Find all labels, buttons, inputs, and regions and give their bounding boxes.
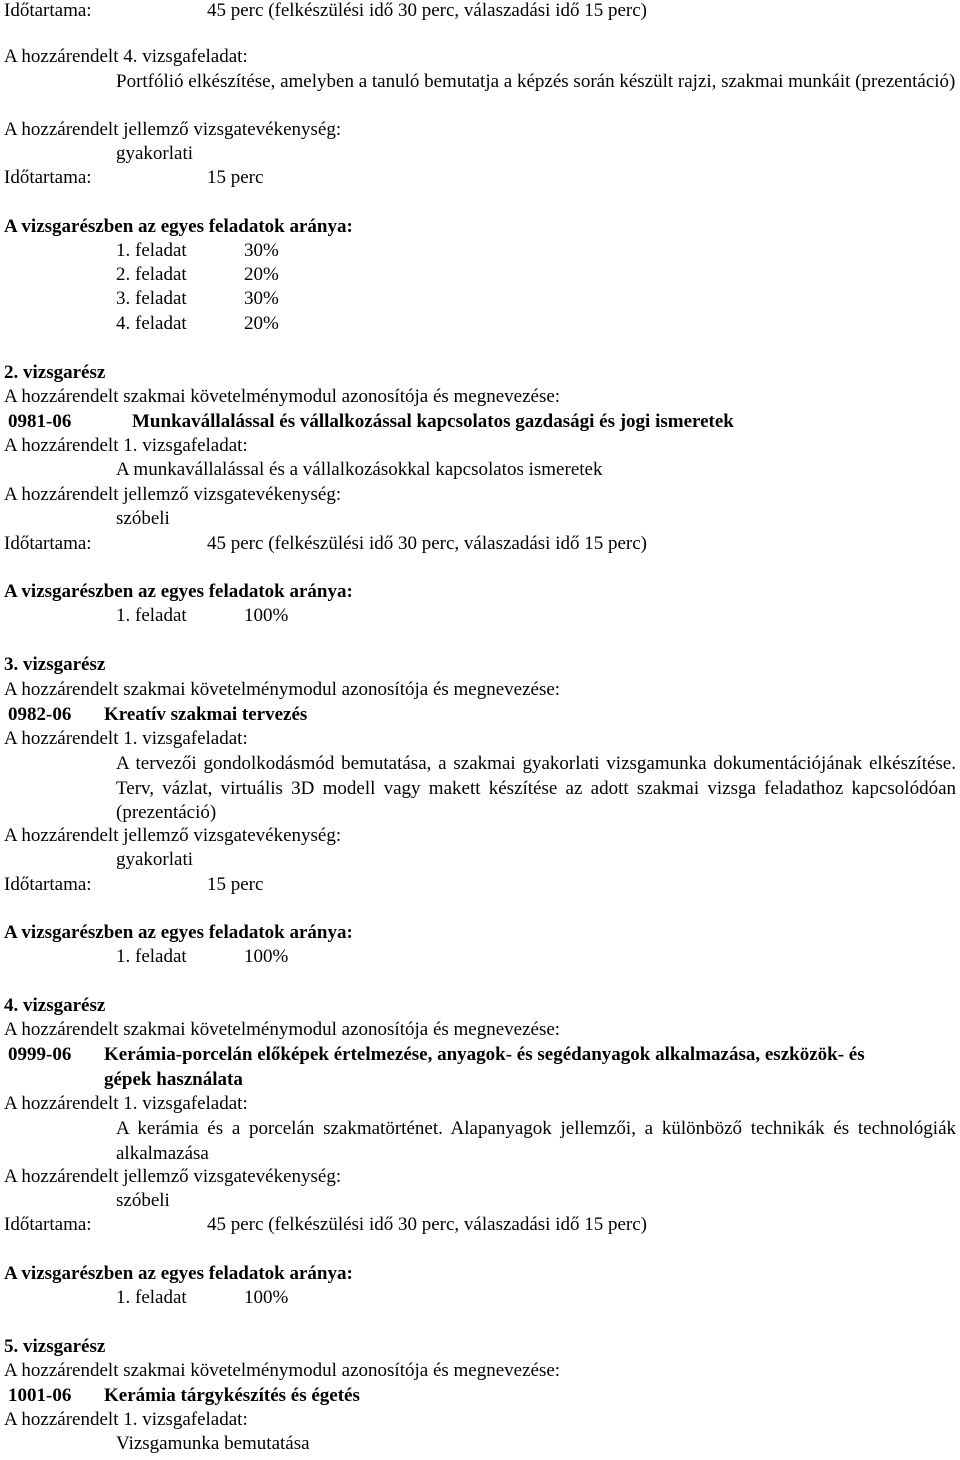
duration-label: Időtartama: [4, 0, 92, 21]
module-name: Munkavállalással és vállalkozással kapcsolatos gazdasági és jogi ismeretek [132, 411, 734, 432]
task-description: Vizsgamunka bemutatása [116, 1433, 310, 1454]
module-name: Kerámia tárgykészítés és égetés [104, 1385, 360, 1406]
section-title: 4. vizsgarész [4, 995, 106, 1016]
task-label: A hozzárendelt 1. vizsgafeladat: [4, 1409, 248, 1430]
task-description: A munkavállalással és a vállalkozásokkal kapcsolatos ismeretek [116, 459, 603, 480]
module-name: gépek használata [104, 1069, 243, 1090]
activity-value: szóbeli [116, 1190, 170, 1211]
task-label: A hozzárendelt 1. vizsgafeladat: [4, 728, 248, 749]
section-title: 2. vizsgarész [4, 362, 106, 383]
ratio-task: 1. feladat [116, 946, 187, 967]
activity-label: A hozzárendelt jellemző vizsgatevékenység: [4, 1166, 342, 1187]
duration-value: 15 perc [207, 874, 264, 895]
duration-value: 45 perc (felkészülési idő 30 perc, válaszadási idő 15 perc) [207, 1214, 647, 1235]
section-title: 5. vizsgarész [4, 1336, 106, 1357]
module-code: 0981-06 [8, 411, 72, 432]
section-title: 3. vizsgarész [4, 654, 106, 675]
ratio-task: 4. feladat [116, 313, 187, 334]
ratio-heading: A vizsgarészben az egyes feladatok aránya: [4, 581, 353, 602]
duration-value: 45 perc (felkészülési idő 30 perc, válaszadási idő 15 perc) [207, 533, 647, 554]
ratio-pct: 30% [244, 288, 279, 309]
activity-label: A hozzárendelt jellemző vizsgatevékenység: [4, 825, 342, 846]
task4-label: A hozzárendelt 4. vizsgafeladat: [4, 46, 248, 67]
ratio-pct: 20% [244, 313, 279, 334]
activity-label: A hozzárendelt jellemző vizsgatevékenység: [4, 119, 342, 140]
duration-value: 45 perc (felkészülési idő 30 perc, válaszadási idő 15 perc) [207, 0, 647, 21]
ratio-task: 1. feladat [116, 605, 187, 626]
activity-value: gyakorlati [116, 849, 194, 870]
activity-label: A hozzárendelt jellemző vizsgatevékenység: [4, 484, 342, 505]
ratio-pct: 100% [244, 946, 289, 967]
ratio-task: 1. feladat [116, 1287, 187, 1308]
ratio-pct: 30% [244, 240, 279, 261]
ratio-pct: 100% [244, 605, 289, 626]
module-code: 0982-06 [8, 704, 72, 725]
module-label: A hozzárendelt szakmai követelménymodul azonosítója és megnevezése: [4, 386, 561, 407]
ratio-task: 3. feladat [116, 288, 187, 309]
module-label: A hozzárendelt szakmai követelménymodul azonosítója és megnevezése: [4, 1019, 561, 1040]
module-name: Kreatív szakmai tervezés [104, 704, 308, 725]
task-label: A hozzárendelt 1. vizsgafeladat: [4, 1093, 248, 1114]
ratio-heading: A vizsgarészben az egyes feladatok aránya: [4, 216, 353, 237]
ratio-task: 1. feladat [116, 240, 187, 261]
task-label: A hozzárendelt 1. vizsgafeladat: [4, 435, 248, 456]
duration-label: Időtartama: [4, 1214, 92, 1235]
module-code: 1001-06 [8, 1385, 72, 1406]
ratio-task: 2. feladat [116, 264, 187, 285]
ratio-pct: 100% [244, 1287, 289, 1308]
ratio-heading: A vizsgarészben az egyes feladatok aránya: [4, 922, 353, 943]
module-label: A hozzárendelt szakmai követelménymodul azonosítója és megnevezése: [4, 679, 561, 700]
duration-label: Időtartama: [4, 167, 92, 188]
duration-value: 15 perc [207, 167, 264, 188]
task-description: A kerámia és a porcelán szakmatörténet. Alapanyagok jellemzői, a különböző technikák és technológiák alkalmazása [116, 1118, 956, 1164]
activity-value: szóbeli [116, 508, 170, 529]
duration-label: Időtartama: [4, 874, 92, 895]
ratio-pct: 20% [244, 264, 279, 285]
activity-value: gyakorlati [116, 143, 194, 164]
ratio-heading: A vizsgarészben az egyes feladatok aránya: [4, 1263, 353, 1284]
task-description: A tervezői gondolkodásmód bemutatása, a szakmai gyakorlati vizsgamunka dokumentációjának elkészítése. Terv, vázlat, virtuális 3D modell vagy makett készítése az adott szakmai vizsga feladathoz kapcsolódóan (prezentáció) [116, 753, 956, 823]
module-name: Kerámia-porcelán előképek értelmezése, anyagok- és segédanyagok alkalmazása, eszközök- és [104, 1044, 865, 1065]
task4-description: Portfólió elkészítése, amelyben a tanuló bemutatja a képzés során készült rajzi, szakmai munkáit (prezentáció) [116, 71, 956, 92]
module-label: A hozzárendelt szakmai követelménymodul azonosítója és megnevezése: [4, 1360, 561, 1381]
module-code: 0999-06 [8, 1044, 72, 1065]
duration-label: Időtartama: [4, 533, 92, 554]
